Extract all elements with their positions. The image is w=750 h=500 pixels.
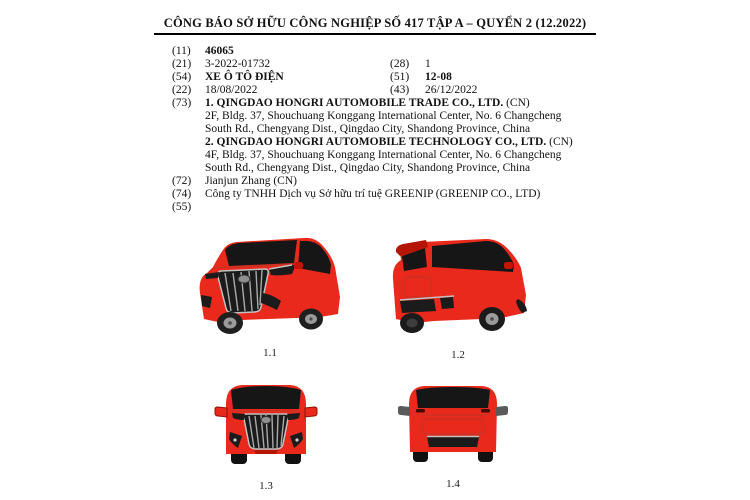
design-figure-rear-quarter [386,235,530,361]
field-row-title [172,71,604,84]
design-figure-front [214,376,318,492]
rear-bumper-right [440,297,454,309]
car-rear-drawing [394,378,512,464]
locarno-class-value: 12-08 [425,71,452,83]
field-code-51: (51) [390,71,410,83]
field-code-22: (22) [172,84,192,96]
left-taillight [416,409,425,413]
front-emblem [261,417,271,424]
owner-1-name-line [205,97,604,110]
app-number-value: 3-2022-01732 [205,58,271,70]
field-code-55: (55) [172,201,192,213]
publication-date-value: 26/12/2022 [425,84,478,96]
windshield [225,240,297,266]
field-row-agent [172,188,604,201]
field-code-54: (54) [172,71,192,83]
field-row-app-number [172,58,604,71]
bumper-shadow [254,450,278,454]
owner-1-country: (CN) [503,97,530,109]
left-mirror [215,407,227,417]
right-mirror [305,407,317,417]
owner-2-name: 2. QINGDAO HONGRI AUTOMOBILE TECHNOLOGY CO., LTD. [205,136,547,148]
owner-2-country: (CN) [546,136,573,148]
design-figure-rear [394,378,512,490]
windshield [231,386,301,409]
field-code-74: (74) [172,188,192,200]
right-mirror [294,262,303,269]
field-row-reg-number [172,45,604,58]
field-code-73: (73) [172,97,192,109]
right-mirror [496,406,508,416]
field-row-figures [172,201,604,214]
owners-block [205,97,604,175]
car-front-quarter-drawing [192,233,348,337]
filing-date-value: 18/08/2022 [205,84,258,96]
owner-2-address-line2: South Rd., Chengyang Dist., Qingdao City, Shandong Province, China [205,162,531,174]
car-front-drawing [214,376,318,468]
owner-1-address-line1: 2F, Bldg. 37, Shouchuang Konggang International Center, No. 6 Changcheng [205,110,562,122]
reg-number-value: 46065 [205,45,234,57]
field-code-28: (28) [390,58,410,70]
figure-label: 1.4 [446,478,460,490]
owner-2-address-line1: 4F, Bldg. 37, Shouchuang Konggang International Center, No. 6 Changcheng [205,149,562,161]
owner-1-name: 1. QINGDAO HONGRI AUTOMOBILE TRADE CO., LTD. [205,97,504,109]
design-figure-front-quarter [192,233,348,359]
rear-bumper-left [400,299,436,313]
design-title-value: XE Ô TÔ ĐIỆN [205,71,284,83]
design-count-value: 1 [425,58,431,70]
page-title-text: CÔNG BÁO SỞ HỮU CÔNG NGHIỆP SỐ 417 TẬP A – QUYỂN 2 (12.2022) [154,16,596,35]
rear-bumper-insert [427,437,479,447]
field-row-author [172,175,604,188]
left-fog-trim [201,295,212,308]
field-code-11: (11) [172,45,191,57]
owner-2-name-line [205,136,604,149]
page-title [0,14,750,35]
owner-1-address-line2: South Rd., Chengyang Dist., Qingdao City, Shandong Province, China [205,123,531,135]
field-code-72: (72) [172,175,192,187]
figure-label: 1.1 [263,347,277,359]
right-mirror [504,262,513,269]
right-taillight [481,409,490,413]
field-row-dates [172,84,604,97]
agent-value: Công ty TNHH Dịch vụ Sở hữu trí tuệ GREENIP (GREENIP CO., LTD) [205,188,541,200]
front-emblem [238,275,250,283]
field-code-21: (21) [172,58,192,70]
car-rear-quarter-drawing [386,235,530,339]
left-mirror [398,406,410,416]
field-code-43: (43) [390,84,410,96]
author-value: Jianjun Zhang (CN) [205,175,297,187]
bibliographic-fields [172,45,604,214]
figure-label: 1.2 [451,349,465,361]
figure-label: 1.3 [259,480,273,492]
rear-window [416,387,490,408]
field-row-owners [172,97,604,175]
